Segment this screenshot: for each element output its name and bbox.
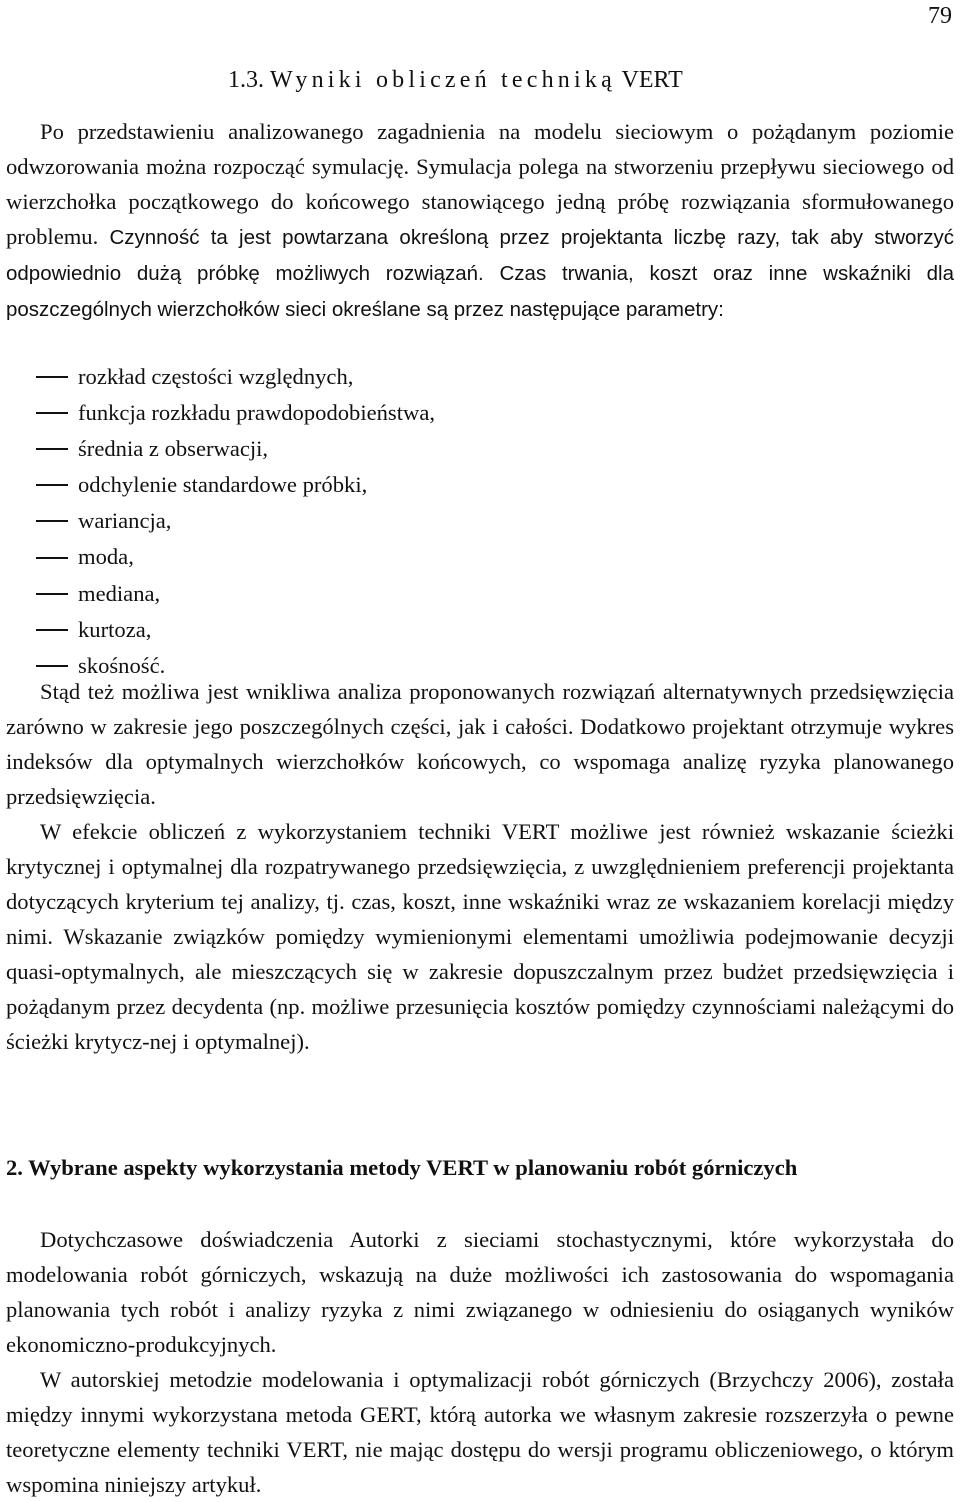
- results-text-block: [6, 674, 954, 1059]
- dash-bullet: [36, 593, 68, 595]
- chapter-paragraph-2: W autorskiej metodzie modelowania i optymalizacji robót górniczych (Brzychczy 2006), została między innymi wykorzystana metoda GERT, którą autorka we własnym zakresie rozszerzyła o pewne teoretyczne elementy techniki VERT, nie mając dostępu do wersji programu obliczeniowego, o którym wspomina niniejszy artykuł.: [6, 1367, 954, 1497]
- dash-bullet: [36, 665, 68, 667]
- dash-bullet: [36, 376, 68, 378]
- list-item: [36, 503, 435, 539]
- list-item-text: mediana,: [78, 580, 161, 606]
- dash-bullet: [36, 557, 68, 559]
- list-item: [36, 576, 435, 612]
- list-item: [36, 359, 435, 395]
- list-item-text: średnia z obserwacji,: [78, 436, 269, 462]
- section-title-tail: VERT: [621, 67, 683, 93]
- list-item-text: skośność.: [78, 652, 166, 678]
- dash-bullet: [36, 412, 68, 414]
- section-number: 1.3.: [228, 67, 264, 93]
- intro-paragraph: [6, 114, 954, 327]
- list-item: [36, 431, 435, 467]
- section-title-spaced: Wyniki obliczeń techniką: [270, 67, 616, 93]
- intro-text-block: [6, 114, 954, 327]
- list-item: [36, 467, 435, 503]
- list-item-text: rozkład częstości względnych,: [78, 364, 354, 389]
- dash-bullet: [36, 520, 68, 522]
- section-heading: [228, 64, 683, 96]
- list-item-text: funkcja rozkładu prawdopodobieństwa,: [78, 400, 435, 426]
- document-page: [6, 0, 954, 1499]
- list-item-text: wariancja,: [78, 508, 172, 534]
- results-paragraph-1: Stąd też możliwa jest wnikliwa analiza proponowanych rozwiązań alternatywnych przedsięwzięcia zarówno w zakresie jego poszczególnych części, jak i całości. Dodatkowo projektant otrzymuje wykres indeksów dla optymalnych wierzchołków końcowych, co wspomaga analizę ryzyka planowanego przedsięwzięcia.: [6, 679, 954, 809]
- intro-paragraph-sans: Czynność ta jest powtarzana określoną przez projektanta liczbę razy, tak aby stworzyć odpowiednio dużą próbkę możliwych rozwiązań. Czas trwania, koszt oraz inne wskaźniki dla poszczególnych wierzchołków sieci określane są przez następujące parametry:: [6, 226, 954, 321]
- chapter-heading: 2. Wybrane aspekty wykorzystania metody VERT w planowaniu robót górniczych: [6, 1155, 798, 1180]
- chapter-paragraph-1: Dotychczasowe doświadczenia Autorki z sieciami stochastycznymi, które wykorzystała do modelowania robót górniczych, wskazują na duże możliwości ich zastosowania do wspomagania planowania tych robót i analizy ryzyka z nimi związanego w odniesieniu do osiąganych wyników ekonomiczno-produkcyjnych.: [6, 1227, 954, 1357]
- dash-bullet: [36, 448, 68, 450]
- list-item: [36, 539, 435, 575]
- parameter-list: [36, 359, 435, 684]
- list-item: [36, 612, 435, 648]
- list-item-text: kurtoza,: [78, 616, 152, 642]
- list-item-text: odchylenie standardowe próbki,: [78, 472, 368, 498]
- page-number: 79: [928, 3, 952, 29]
- chapter-text-block: [6, 1222, 954, 1502]
- list-item-text: moda,: [78, 544, 134, 570]
- list-item: [36, 395, 435, 431]
- results-paragraph-2: W efekcie obliczeń z wykorzystaniem techniki VERT możliwe jest również wskazanie ścieżki krytycznej i optymalnej dla rozpatrywanego przedsięwzięcia, z uwzględnieniem preferencji projektanta dotyczących kryterium tej analizy, tj. czas, koszt, inne wskaźniki wraz ze wskazaniem korelacji między nimi. Wskazanie związków pomiędzy wymienionymi elementami umożliwia podejmowanie decyzji quasi-optymalnych, ale mieszczących się w zakresie dopuszczalnym przez budżet przedsięwzięcia i pożądanym przez decydenta (np. możliwe przesunięcia kosztów pomiędzy czynnościami należącymi do ścieżki krytycz-nej i optymalnej).: [6, 819, 954, 1054]
- intro-paragraph-serif: Po przedstawieniu analizowanego zagadnienia na modelu sieciowym o pożądanym poziomie odwzorowania można rozpocząć symulację. Symulacja polega na stworzeniu przepływu sieciowego od wierzchołka początkowego do końcowego stanowiącego jedną próbę rozwiązania sformułowanego problemu.: [6, 119, 954, 249]
- dash-bullet: [36, 484, 68, 486]
- dash-bullet: [36, 629, 68, 631]
